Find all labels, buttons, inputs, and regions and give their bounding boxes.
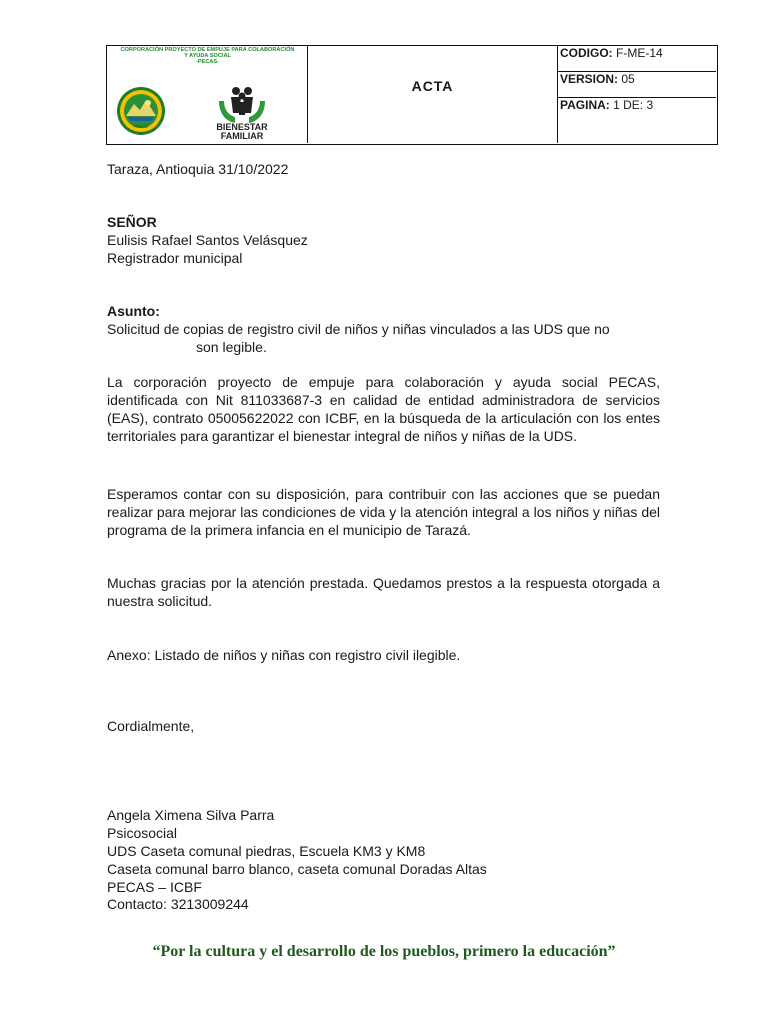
pecas-seal-logo bbox=[116, 86, 166, 136]
salutation: SEÑOR bbox=[107, 214, 157, 230]
subject-text bbox=[107, 320, 660, 356]
organization-name bbox=[109, 47, 306, 66]
org-name-line-1: CORPORACIÓN PROYECTO DE EMPUJE PARA COLABORACIÓN bbox=[120, 47, 295, 53]
paragraph-disposition: Esperamos contar con su disposición, para contribuir con las acciones que se puedan realizar para mejorar las condiciones de vida y la atención integral a los niños y niñas del programa de la primera infancia en el municipio de Tarazá. bbox=[107, 486, 660, 538]
seal-text: PECAS bbox=[134, 124, 148, 129]
header-logo-cell bbox=[107, 46, 308, 143]
signer-role: Psicosocial bbox=[107, 825, 178, 841]
header-title-cell bbox=[308, 46, 558, 143]
codigo-row bbox=[558, 46, 716, 72]
version-label: VERSION: bbox=[560, 72, 619, 86]
codigo-value: F-ME-14 bbox=[612, 46, 663, 60]
document-type-title: ACTA bbox=[411, 78, 454, 94]
signer-org-line: PECAS – ICBF bbox=[107, 879, 202, 895]
footer-motto: “Por la cultura y el desarrollo de los pueblos, primero la educación” bbox=[152, 943, 616, 960]
codigo-label: CODIGO: bbox=[560, 46, 613, 60]
pagina-label: PAGINA: bbox=[560, 98, 610, 112]
recipient-name: Eulisis Rafael Santos Velásquez bbox=[107, 232, 308, 248]
bienestar-familiar-wordmark bbox=[207, 123, 277, 141]
place-date: Taraza, Antioquia 31/10/2022 bbox=[107, 161, 289, 177]
header-meta-cell bbox=[558, 46, 716, 143]
subject-line-2: son legible. bbox=[196, 339, 267, 355]
signer-uds-line: UDS Caseta comunal piedras, Escuela KM3 y KM8 bbox=[107, 843, 426, 859]
signer-caseta-line: Caseta comunal barro blanco, caseta comunal Doradas Altas bbox=[107, 861, 487, 877]
signer-contact: Contacto: 3213009244 bbox=[107, 896, 249, 912]
signer-name: Angela Ximena Silva Parra bbox=[107, 807, 275, 823]
pagina-value: 1 DE: 3 bbox=[609, 98, 654, 112]
subject-label: Asunto: bbox=[107, 303, 160, 319]
closing: Cordialmente, bbox=[107, 718, 195, 734]
subject-line-1: Solicitud de copias de registro civil de niños y niñas vinculados a las UDS que no bbox=[107, 321, 610, 337]
document-header-table bbox=[106, 45, 718, 145]
annex-line: Anexo: Listado de niños y niñas con registro civil ilegible. bbox=[107, 647, 461, 663]
paragraph-thanks: Muchas gracias por la atención prestada. Quedamos prestos a la respuesta otorgada a nuestra solicitud. bbox=[107, 575, 660, 609]
familiar-text: FAMILIAR bbox=[220, 131, 264, 141]
paragraph-introduction: La corporación proyecto de empuje para colaboración y ayuda social PECAS, identificada con Nit 811033687-3 en calidad de entidad administradora de servicios (EAS), contrato 05005622022 con ICBF, en la búsqueda de la articulación con los entes territoriales para garantizar el bienestar integral de niños y niñas de la UDS. bbox=[107, 374, 660, 444]
org-name-line-3: -PECAS- bbox=[196, 59, 219, 66]
pagina-row bbox=[558, 98, 716, 124]
version-value: 05 bbox=[618, 72, 635, 86]
org-name-line-2: Y AYUDA SOCIAL bbox=[184, 53, 231, 60]
version-row bbox=[558, 72, 716, 98]
bienestar-text: BIENESTAR bbox=[216, 122, 268, 132]
recipient-role: Registrador municipal bbox=[107, 250, 243, 266]
